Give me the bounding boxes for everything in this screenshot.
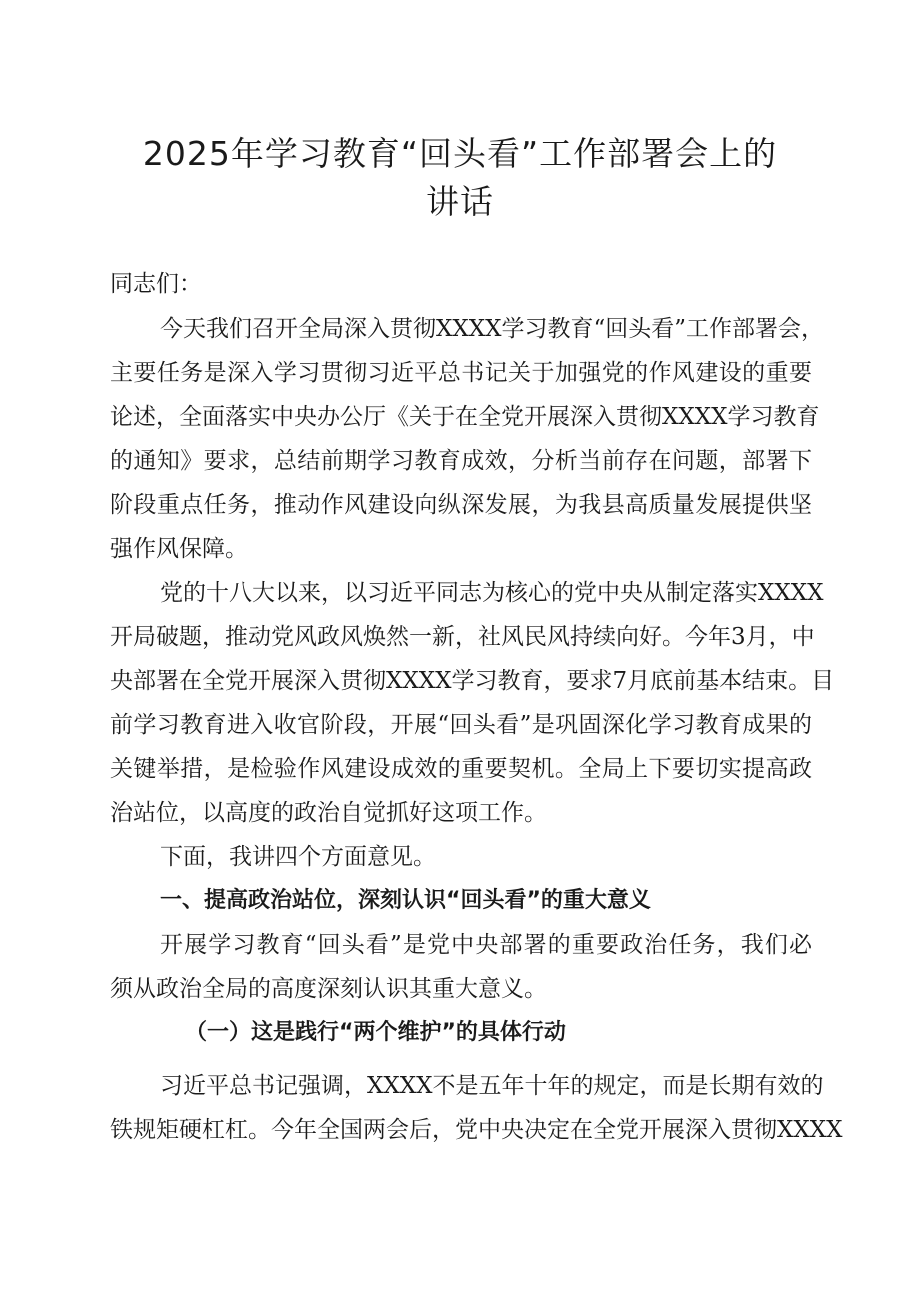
paragraph-2-line-2: 开局破题，推动党风政风焕然一新，社风民风持续向好。今年3月，中 bbox=[110, 624, 815, 650]
document-title-line-2: 讲话 bbox=[426, 182, 494, 221]
paragraph-5-line-2: 铁规矩硬杠杠。今年全国两会后，党中央决定在全党开展深入贯彻XXXX bbox=[110, 1117, 843, 1143]
paragraph-2-line-5: 关键举措，是检验作风建设成效的重要契机。全局上下要切实提高政 bbox=[110, 756, 812, 782]
paragraph-1-line-2: 主要任务是深入学习贯彻习近平总书记关于加强党的作风建设的重要 bbox=[110, 360, 812, 386]
paragraph-2-line-1: 党的十八大以来，以习近平同志为核心的党中央从制定落实XXXX bbox=[160, 580, 824, 606]
paragraph-2-line-4: 前学习教育进入收官阶段，开展“回头看”是巩固深化学习教育成果的 bbox=[110, 712, 812, 738]
paragraph-2-line-3: 央部署在全党开展深入贯彻XXXX学习教育，要求7月底前基本结束。目 bbox=[110, 668, 835, 694]
paragraph-1-line-6: 强作风保障。 bbox=[110, 536, 248, 562]
section-heading-1: 一、提高政治站位，深刻认识“回头看”的重大意义 bbox=[160, 888, 651, 913]
paragraph-3: 下面，我讲四个方面意见。 bbox=[160, 844, 436, 870]
paragraph-1-line-4: 的通知》要求，总结前期学习教育成效，分析当前存在问题，部署下 bbox=[110, 448, 812, 474]
paragraph-2-line-6: 治站位，以高度的政治自觉抓好这项工作。 bbox=[110, 800, 547, 826]
paragraph-1-line-1: 今天我们召开全局深入贯彻XXXX学习教育“回头看”工作部署会， bbox=[160, 316, 825, 342]
paragraph-1-line-5: 阶段重点任务，推动作风建设向纵深发展，为我县高质量发展提供坚 bbox=[110, 492, 812, 518]
paragraph-4-line-2: 须从政治全局的高度深刻认识其重大意义。 bbox=[110, 976, 547, 1002]
paragraph-1-line-3: 论述，全面落实中央办公厅《关于在全党开展深入贯彻XXXX学习教育 bbox=[110, 404, 820, 430]
paragraph-5-line-1: 习近平总书记强调，XXXX不是五年十年的规定，而是长期有效的 bbox=[160, 1073, 824, 1099]
document-title-line-1: 2025年学习教育“回头看”工作部署会上的 bbox=[142, 134, 778, 173]
paragraph-4-line-1: 开展学习教育“回头看”是党中央部署的重要政治任务，我们必 bbox=[160, 932, 812, 958]
subsection-heading-1: （一）这是践行“两个维护”的具体行动 bbox=[185, 1020, 566, 1045]
salutation: 同志们： bbox=[110, 271, 202, 297]
